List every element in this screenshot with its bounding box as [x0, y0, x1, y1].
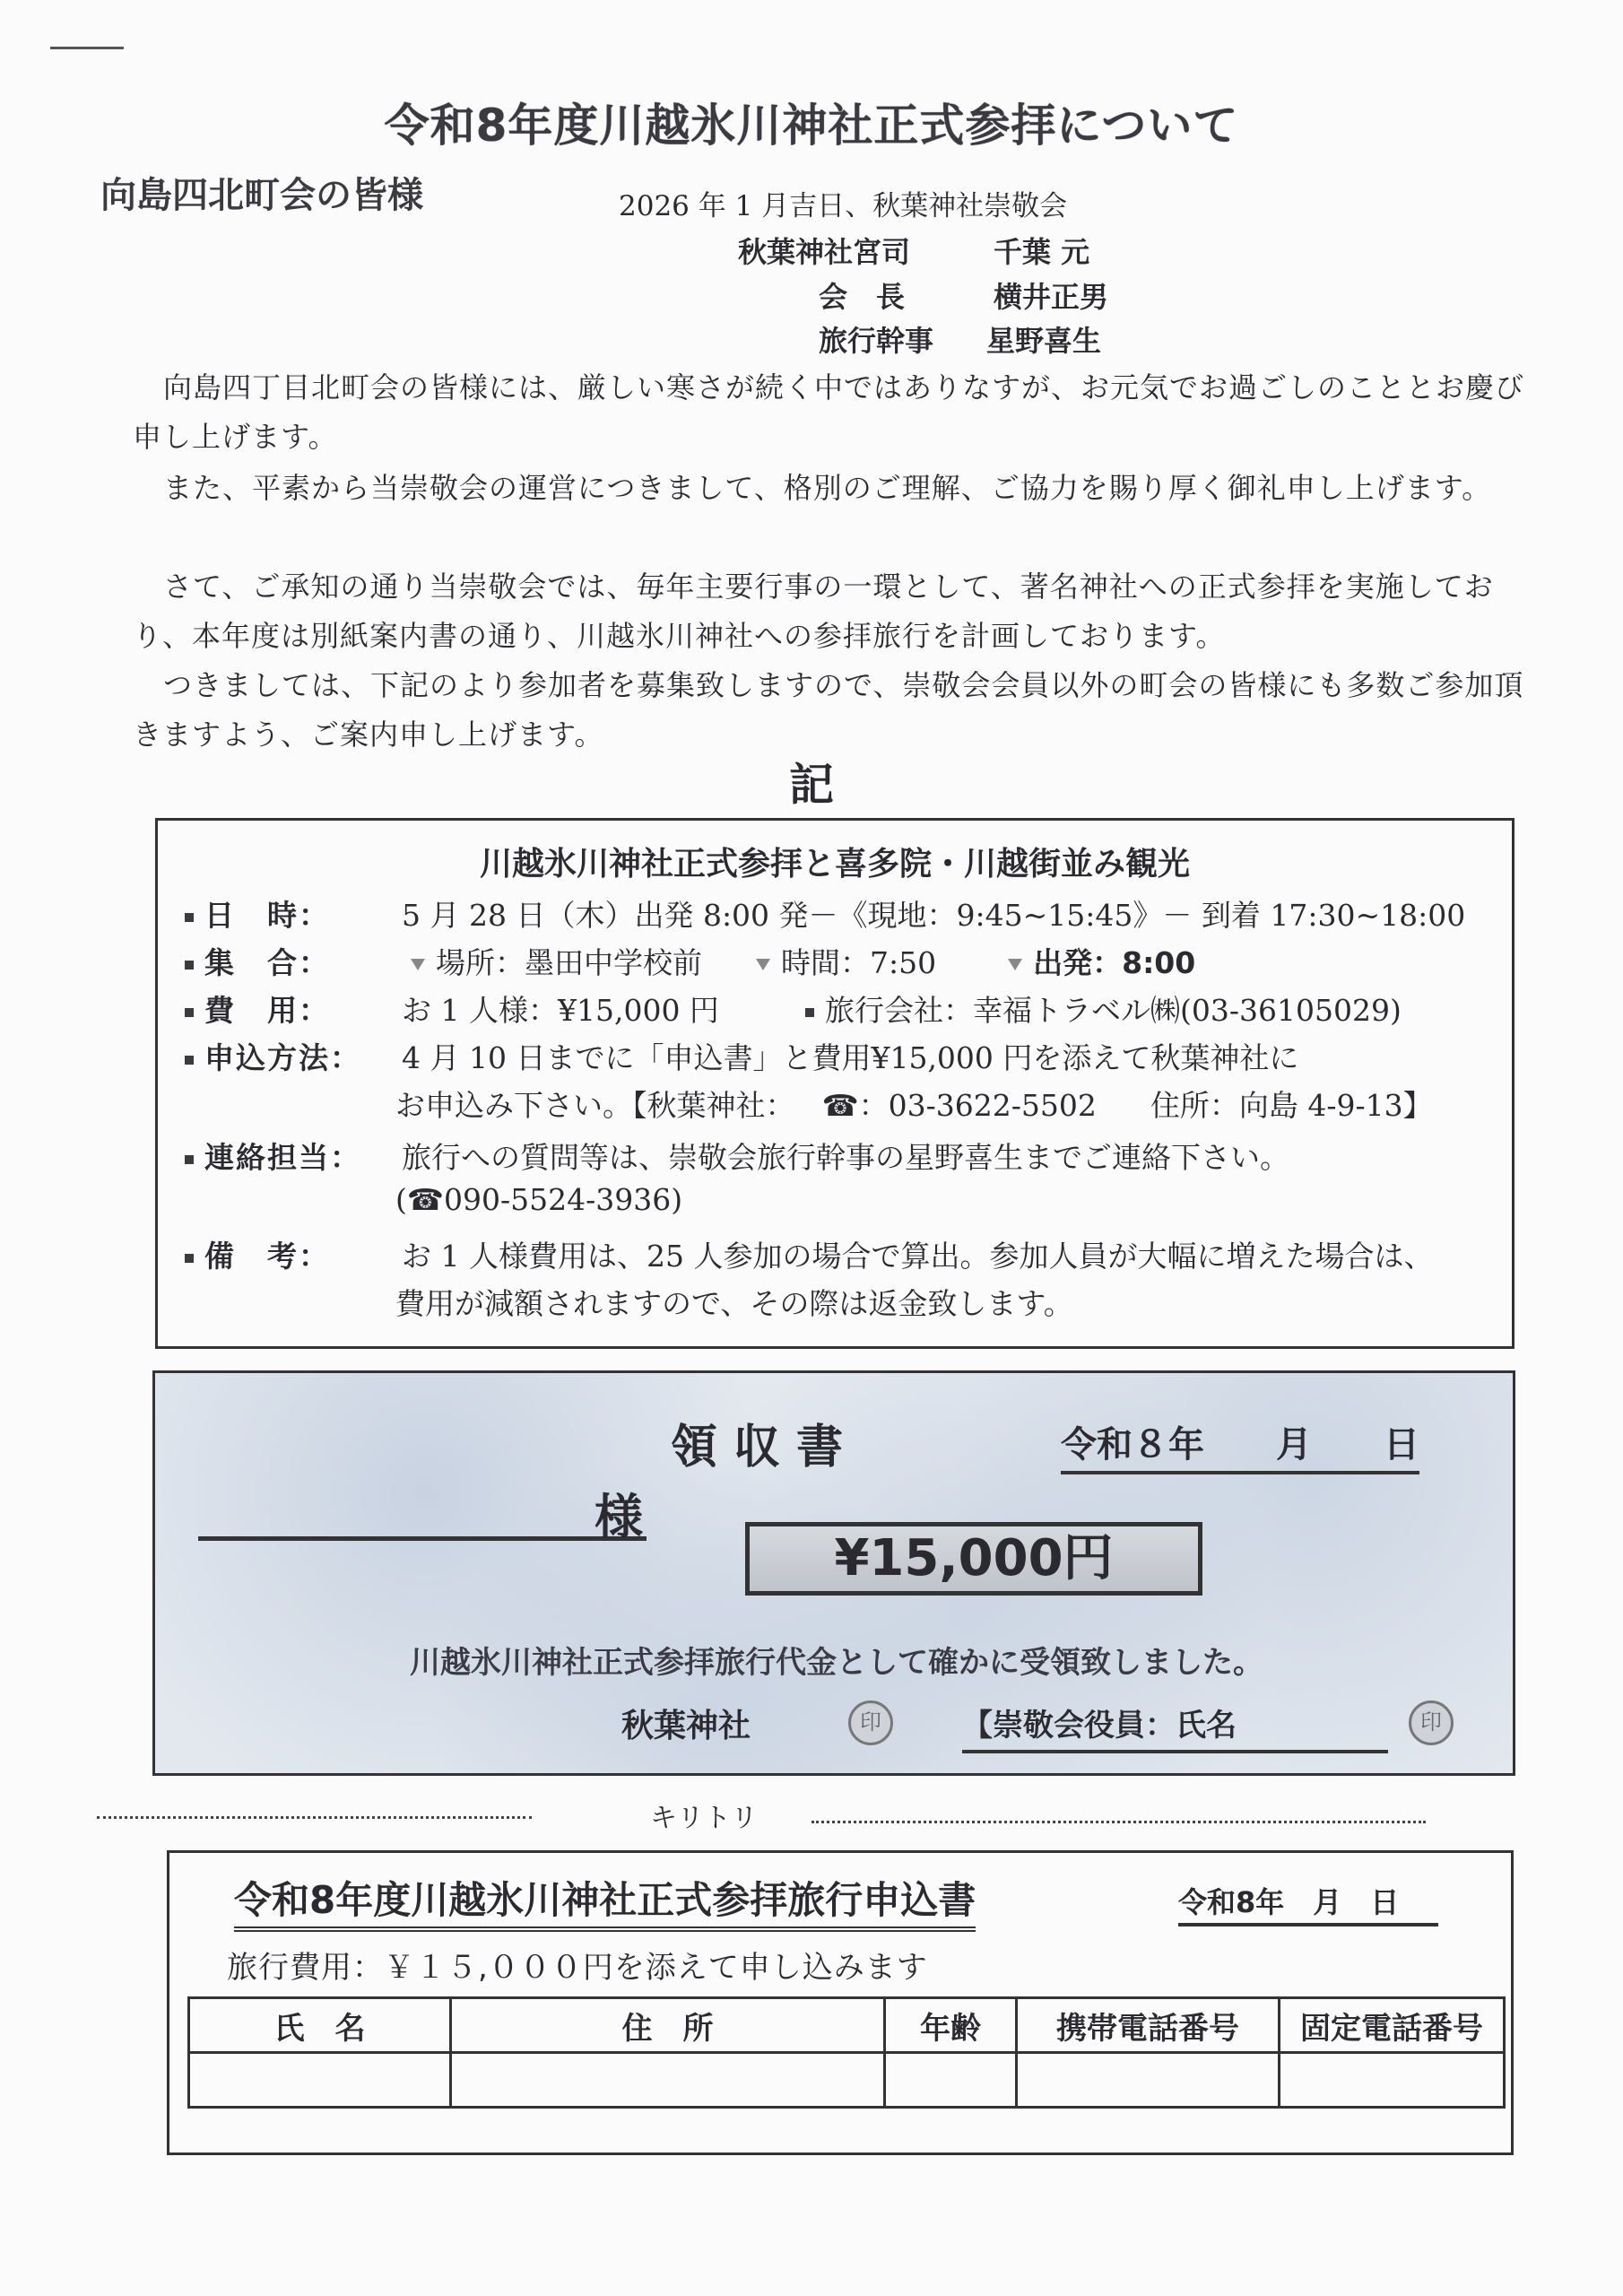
detail-row-datetime: [185, 892, 1503, 935]
receipt-box: [152, 1370, 1515, 1776]
column-header-age: 年齢: [885, 1998, 1017, 2053]
notes-line-2: 費用が減額されますので、その際は返金致します。: [395, 1286, 1073, 1321]
receipt-honorific: 様: [595, 1489, 643, 1545]
detail-row-meeting: [185, 940, 1503, 982]
bullet-icon: [805, 1008, 814, 1017]
application-form: [167, 1850, 1514, 2155]
cut-label: キリトリ: [650, 1803, 758, 1834]
bullet-icon: [185, 1056, 194, 1065]
detail-row-cost: [185, 987, 1503, 1030]
cut-line: [812, 1821, 1426, 1823]
signatory-name: 横井正男: [994, 280, 1109, 314]
detail-label: 申込方法：: [204, 1040, 361, 1075]
shrine-address: 住所：向島 4-9-13】: [1150, 1088, 1433, 1123]
bullet-icon: [185, 913, 194, 922]
age-cell[interactable]: [885, 2053, 1017, 2108]
bullet-icon: [185, 1254, 194, 1263]
column-header-landline: 固定電話番号: [1280, 1998, 1505, 2053]
form-fee-statement: 旅行費用：￥１５,０００円を添えて申し込みます: [227, 1950, 928, 1986]
signatory-name: 星野喜生: [986, 324, 1102, 358]
receipt-date: 令和８年 月 日: [1061, 1416, 1419, 1474]
address-cell[interactable]: [451, 2053, 885, 2108]
bullet-icon: [185, 1155, 194, 1164]
ki-heading: 記: [789, 759, 834, 811]
body-paragraph: さて、ご承知の通り当崇敬会では、毎年主要行事の一環として、著名神社への正式参拝を実施しており、本年度は別紙案内書の通り、川越氷川神社への参拝旅行を計画しております。: [133, 570, 1494, 653]
bullet-icon: [185, 961, 194, 970]
issue-date-issuer: 2026 年 1 月吉日、秋葉神社崇敬会: [619, 190, 1068, 222]
table-header-row: [189, 1998, 1505, 2053]
signatory-role: 秋葉神社宮司: [738, 235, 911, 269]
receipt-amount: ¥15,000円: [745, 1522, 1202, 1596]
receipt-name-line[interactable]: [198, 1536, 647, 1541]
cost-value: お 1 人様：¥15,000 円: [402, 993, 719, 1028]
detail-label: 備 考：: [204, 1239, 330, 1274]
detail-label: 日 時：: [204, 898, 330, 933]
meeting-time: 時間：7:50: [781, 945, 937, 980]
mobile-cell[interactable]: [1017, 2053, 1280, 2108]
signatory-name: 千葉 元: [994, 235, 1090, 269]
detail-value: 5 月 28 日（木）出発 8:00 発－《現地：9:45~15:45》－ 到着 17:30~18:00: [402, 898, 1466, 933]
form-title: 令和8年度川越氷川神社正式参拝旅行申込書: [234, 1871, 976, 1932]
event-title: 川越氷川神社正式参拝と喜多院・川越街並み観光: [479, 846, 1190, 883]
receipt-statement: 川越氷川神社正式参拝旅行代金として確かに受領致しました。: [410, 1645, 1263, 1681]
detail-row-apply-cont: [395, 1083, 1503, 1125]
landline-cell[interactable]: [1280, 2053, 1505, 2108]
body-paragraph: 向島四丁目北町会の皆様には、厳しい寒さが続く中ではありなすが、お元気でお過ごしのこととお慶び申し上げます。: [133, 370, 1525, 454]
departure-time: 出発：8:00: [1033, 945, 1196, 980]
meeting-place: 場所：墨田中学校前: [436, 945, 702, 980]
receipt-officer-signature[interactable]: 【崇敬会役員：氏名: [962, 1700, 1388, 1753]
seal-stamp-icon: 印: [1409, 1700, 1454, 1745]
triangle-down-icon: [411, 959, 425, 970]
receipt-shrine: 秋葉神社: [621, 1708, 751, 1744]
detail-label: 集 合：: [204, 945, 330, 980]
receipt-title: 領収書: [671, 1421, 860, 1474]
triangle-down-icon: [1008, 959, 1022, 970]
column-header-name: 氏 名: [189, 1998, 451, 2053]
event-details-box: [155, 818, 1515, 1349]
cut-line: [97, 1816, 532, 1819]
addressee: 向島四北町会の皆様: [100, 175, 423, 216]
column-header-address: 住 所: [451, 1998, 885, 2053]
apply-line-2: お申込み下さい。【秋葉神社：: [395, 1088, 795, 1123]
detail-row-contact: [185, 1135, 1503, 1177]
bullet-icon: [185, 1008, 194, 1017]
apply-line-1: 4 月 10 日までに「申込書」と費用¥15,000 円を添えて秋葉神社に: [402, 1040, 1299, 1075]
detail-label: 連絡担当：: [204, 1140, 361, 1175]
shrine-phone: ：03-3622-5502: [858, 1088, 1097, 1123]
detail-label: 費 用：: [204, 993, 330, 1028]
detail-row-apply: [185, 1035, 1503, 1077]
table-row: [189, 2053, 1505, 2108]
triangle-down-icon: [756, 959, 770, 970]
contact-line-1: 旅行への質問等は、崇敬会旅行幹事の星野喜生までご連絡下さい。: [402, 1140, 1289, 1175]
corner-mark: [50, 47, 124, 49]
contact-line-2: (☎090-5524-3936): [395, 1182, 683, 1217]
document-title: 令和8年度川越氷川神社正式参拝について: [384, 100, 1239, 152]
signatory-role: 会 長: [819, 280, 906, 314]
notes-line-1: お 1 人様費用は、25 人参加の場合で算出。参加人員が大幅に増えた場合は、: [402, 1239, 1434, 1274]
body-paragraph: また、平素から当崇敬会の運営につきまして、格別のご理解、ご協力を賜り厚く御礼申し上げます。: [163, 471, 1492, 505]
seal-stamp-icon: 印: [848, 1700, 893, 1745]
name-cell[interactable]: [189, 2053, 451, 2108]
signatory-role: 旅行幹事: [819, 324, 934, 358]
phone-icon: ☎: [821, 1088, 859, 1123]
body-paragraph: つきましては、下記のより参加者を募集致しますので、崇敬会会員以外の町会の皆様にも多数ご参加頂きますよう、ご案内申し上げます。: [133, 668, 1524, 752]
detail-row-notes: [185, 1233, 1503, 1275]
column-header-mobile: 携帯電話番号: [1017, 1998, 1280, 2053]
form-date: 令和8年 月 日: [1178, 1880, 1438, 1926]
travel-agency: 旅行会社：幸福トラベル㈱(03-36105029): [825, 993, 1402, 1028]
application-table: [187, 1996, 1506, 2109]
